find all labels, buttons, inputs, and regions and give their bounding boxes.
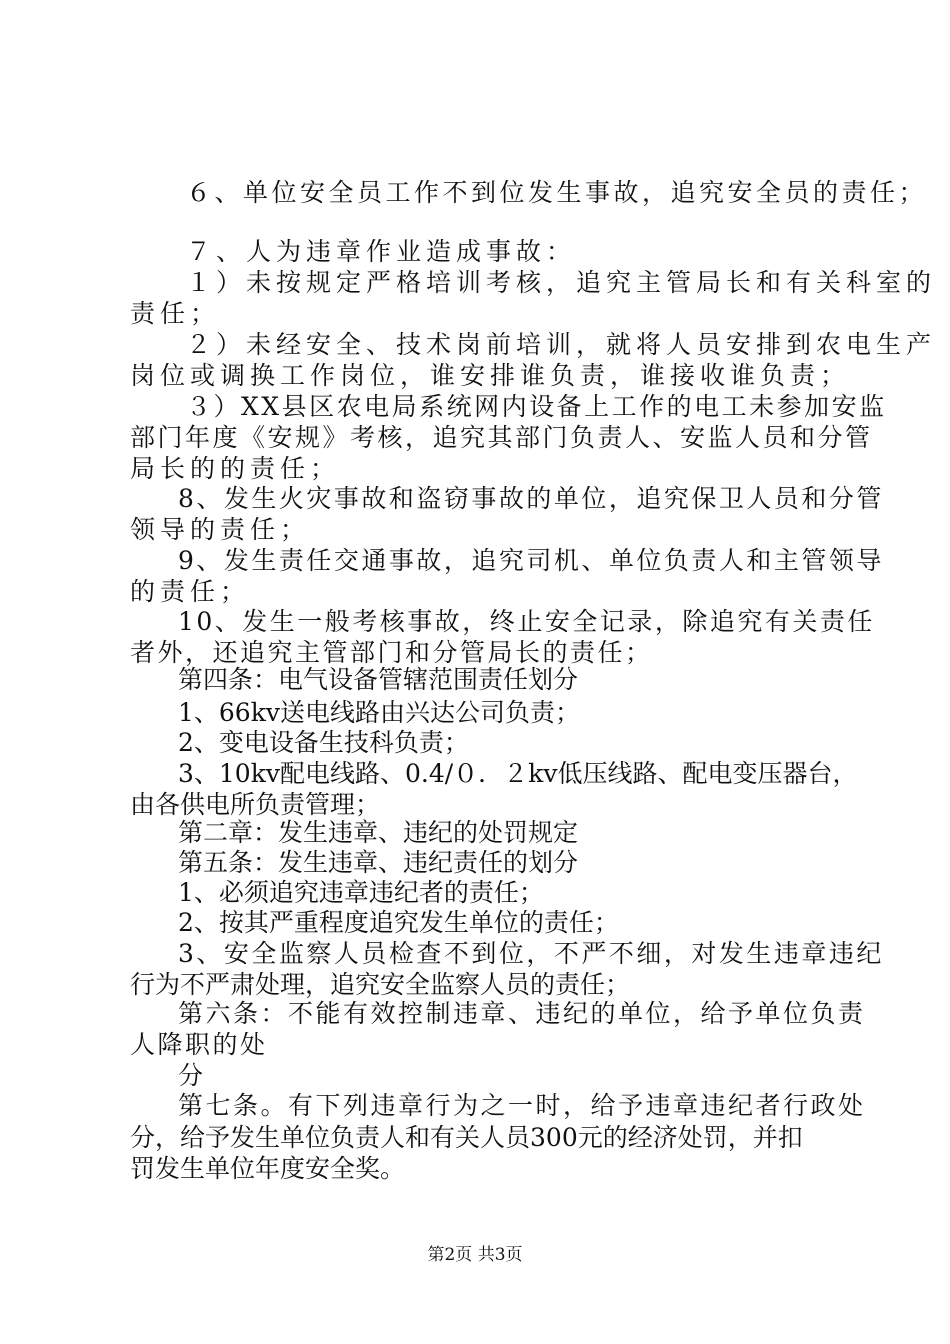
paragraph-line: 部门年度《安规》考核，追究其部门负责人、安监人员和分管 xyxy=(130,423,873,452)
paragraph-line: 8、发生火灾事故和盗窃事故的单位，追究保卫人员和分管 xyxy=(178,484,884,513)
paragraph-line: 1、66kv送电线路由兴达公司负责； xyxy=(178,698,580,727)
section-heading: 第六条：不能有效控制违章、违纪的单位，给予单位负责 xyxy=(178,999,866,1028)
paragraph-line: １）未按规定严格培训考核，追究主管局长和有关科室的 xyxy=(186,268,937,297)
paragraph-line: 1、必须追究违章违纪者的责任； xyxy=(178,878,544,907)
paragraph-line: 责任； xyxy=(130,299,221,328)
page-number-footer: 第2页 共3页 xyxy=(427,1245,523,1265)
paragraph-line: 者外，还追究主管部门和分管局长的责任； xyxy=(130,638,653,667)
paragraph-line: 3、安全监察人员检查不到位，不严不细，对发生违章违纪 xyxy=(178,939,884,968)
paragraph-line: 3、10kv配电线路、0.4/０．２kv低压线路、配电变压器台， xyxy=(178,759,858,788)
paragraph-line: 的责任； xyxy=(130,577,251,606)
paragraph-line: ７、人为违章作业造成事故： xyxy=(186,237,577,266)
paragraph-line: 人降职的处 xyxy=(130,1030,268,1059)
paragraph-line: 罚发生单位年度安全奖。 xyxy=(130,1154,406,1183)
paragraph-line: ３）XX县区农电局系统网内设备上工作的电工未参加安监 xyxy=(186,392,887,421)
paragraph-line: 分，给予发生单位负责人和有关人员300元的经济处罚，并扣 xyxy=(130,1123,803,1152)
chapter-heading: 第二章：发生违章、违纪的处罚规定 xyxy=(178,818,579,847)
paragraph-line: 岗位或调换工作岗位，谁安排谁负责，谁接收谁负责； xyxy=(130,361,851,390)
section-heading: 第四条：电气设备管辖范围责任划分 xyxy=(178,665,579,694)
paragraph-line: 2、按其严重程度追究发生单位的责任； xyxy=(178,908,619,937)
section-heading: 第五条：发生违章、违纪责任的划分 xyxy=(178,848,579,877)
paragraph-line: ２）未经安全、技术岗前培训，就将人员安排到农电生产 xyxy=(186,330,937,359)
paragraph-line: 行为不严肃处理，追究安全监察人员的责任； xyxy=(130,970,631,999)
paragraph-line: 分 xyxy=(178,1061,204,1090)
paragraph-line: ６、单位安全员工作不到位发生事故，追究安全员的责任； xyxy=(186,178,928,207)
section-heading: 第七条。有下列违章行为之一时，给予违章违纪者行政处 xyxy=(178,1091,866,1120)
paragraph-line: 9、发生责任交通事故，追究司机、单位负责人和主管领导 xyxy=(178,546,884,575)
paragraph-line: 由各供电所负责管理； xyxy=(130,790,381,819)
paragraph-line: 领导的责任； xyxy=(130,515,311,544)
paragraph-line: 局长的的责任； xyxy=(130,454,341,483)
paragraph-line: 10、发生一般考核事故，终止安全记录，除追究有关责任 xyxy=(178,607,875,636)
paragraph-line: 2、变电设备生技科负责； xyxy=(178,728,469,757)
